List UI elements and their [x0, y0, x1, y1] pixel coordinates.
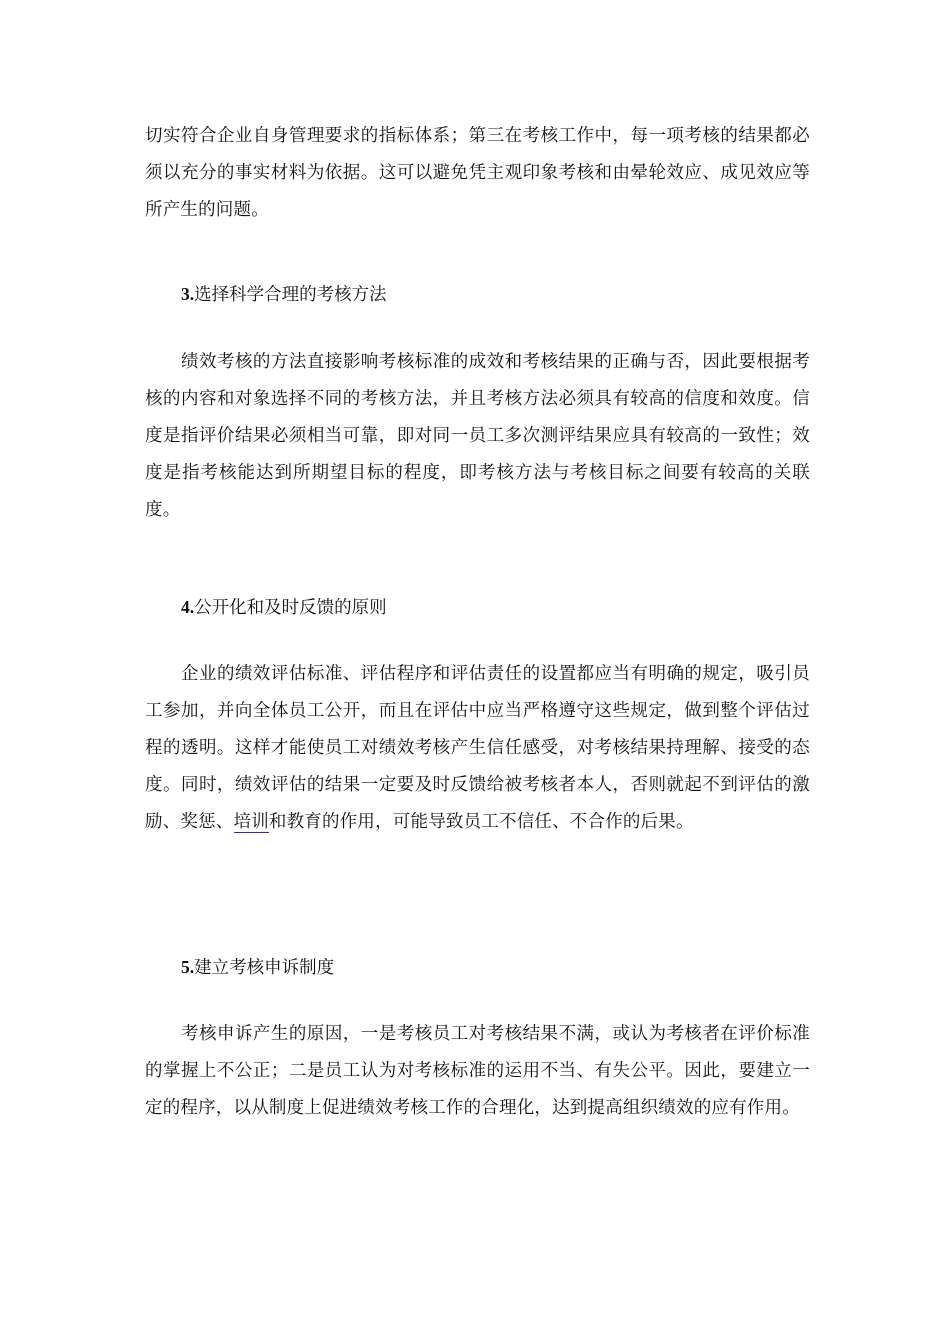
section-3-body: 绩效考核的方法直接影响考核标准的成效和考核结果的正确与否，因此要根据考核的内容和对象选择不同的考核方法，并且考核方法必须具有较高的信度和效度。信度是指评价结果必须相当可靠，即对同一员工多次测评结果应具有较高的一致性；效度是指考核能达到所期望目标的程度，即考核方法与考核目标之间要有较高的关联度。 — [145, 352, 810, 520]
training-link[interactable]: 培训 — [233, 812, 269, 832]
section-5-heading — [181, 952, 334, 983]
section-4-body-text-1: 企业的绩效评估标准、评估程序和评估责任的设置都应当有明确的规定，吸引员工参加，并向全体员工公开，而且在评估中应当严格遵守这些规定，做到整个评估过程的透明。这样才能使员工对绩效考核产生信任感受，对考核结果持理解、接受的态度。同时，绩效评估的结果一定要及时反馈给被考核者本人，否则就起不到评估的激励、奖惩、 — [145, 664, 810, 832]
section-4-title: 公开化和及时反馈的原则 — [194, 598, 387, 618]
section-4-body — [145, 656, 810, 841]
section-3-title: 选择科学合理的考核方法 — [194, 285, 387, 305]
section-5-body: 考核申诉产生的原因，一是考核员工对考核结果不满，或认为考核者在评价标准的掌握上不公正；二是员工认为对考核标准的运用不当、有失公平。因此，要建立一定的程序，以从制度上促进绩效考核工作的合理化，达到提高组织绩效的应有作用。 — [145, 1024, 810, 1118]
section-4-heading — [181, 592, 387, 623]
section-3-number: 3. — [181, 284, 195, 304]
section-3-heading — [181, 279, 387, 310]
section-4-number: 4. — [181, 597, 195, 617]
section-4-body-text-2: 和教育的作用，可能导致员工不信任、不合作的后果。 — [268, 812, 694, 832]
intro-paragraph: 切实符合企业自身管理要求的指标体系；第三在考核工作中，每一项考核的结果都必须以充分的事实材料为依据。这可以避免凭主观印象考核和由晕轮效应、成见效应等所产生的问题。 — [145, 126, 810, 220]
section-5-title: 建立考核申诉制度 — [194, 958, 335, 978]
section-5-number: 5. — [181, 957, 195, 977]
